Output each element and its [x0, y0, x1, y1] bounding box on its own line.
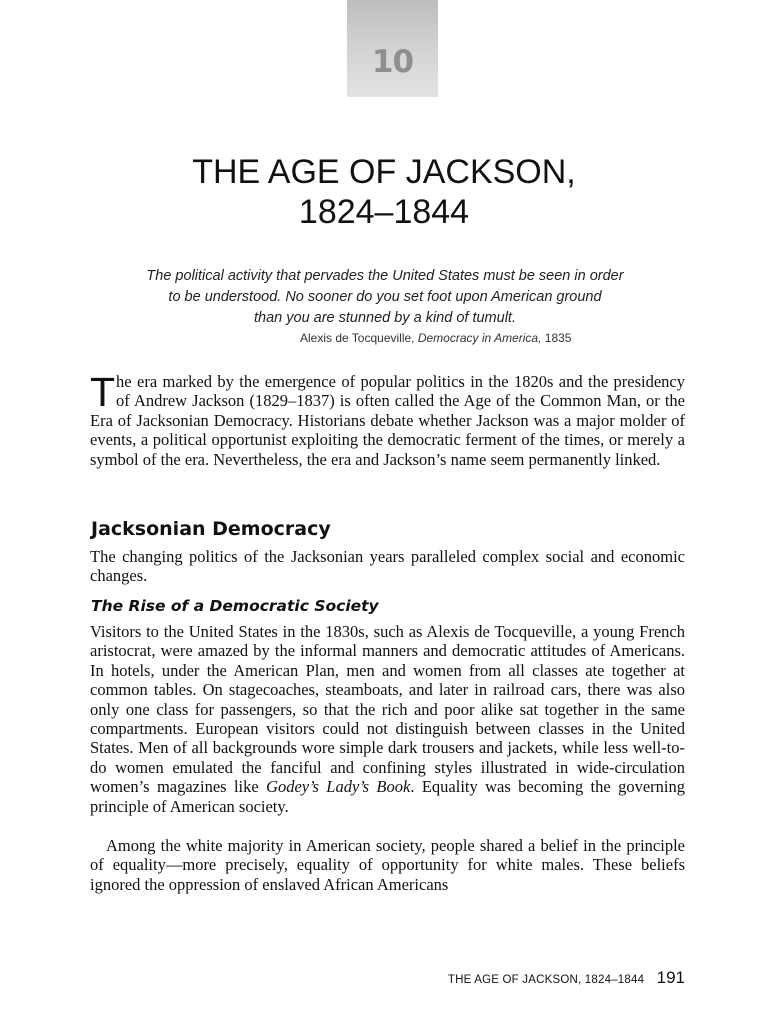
chapter-title-line-2: 1824–1844 [298, 193, 470, 231]
body-paragraph-1 [90, 622, 685, 816]
chapter-title [84, 152, 684, 232]
paragraph-text: Visitors to the United States in the 1830s, such as Alexis de Tocqueville, a young French aristocrat, were amazed by the informal manners and democratic attitudes of Americans. In hotels, under the American Plan, men and women from all classes ate together at common tables. On stagecoaches, steamboats, and later in railroad cars, there was also only one class for passengers, so that the rich and poor alike sat together in the same compartments. European visitors could not distinguish between classes in the United States. Men of all backgrounds wore simple dark trousers and jackets, while less well-to-do women emulated the fanciful and confining styles illustrated in wide-circulation women’s magazines like [90, 622, 685, 797]
intro-text: he era marked by the emergence of popular politics in the 1820s and the presidency of Andrew Jackson (1829–1837) is often called the Age of the Common Man, or the Era of Jacksonian Democracy. Historians debate whether Jackson was a major molder of events, a political opportunist exploiting the democratic ferment of the times, or merely a symbol of the era. Nevertheless, the era and Jackson’s name seem permanently linked. [90, 372, 685, 469]
epigraph-attribution [300, 331, 571, 345]
page-footer [448, 968, 685, 988]
epigraph-quote [100, 266, 670, 329]
epigraph-work: Democracy in America, [417, 331, 542, 345]
epigraph-author: Alexis de Tocqueville, [300, 331, 418, 345]
subsection-heading: The Rise of a Democratic Society [91, 597, 379, 615]
running-title: THE AGE OF JACKSON, 1824–1844 [447, 974, 645, 986]
drop-cap: T [90, 369, 116, 415]
body-paragraph-2: Among the white majority in American society, people shared a belief in the principle of equality—more precisely, equality of opportunity for white males. These beliefs ignored the oppression of enslaved African Americans [90, 836, 685, 894]
page-number: 191 [656, 968, 685, 987]
chapter-number: 10 [371, 44, 414, 80]
paragraph-text-end: . Equality was becoming the governing principle of American society. [90, 777, 685, 816]
epigraph-year: 1835 [541, 331, 572, 345]
section-heading: Jacksonian Democracy [91, 518, 331, 540]
chapter-number-tab [347, 0, 438, 97]
section-paragraph: The changing politics of the Jacksonian years paralleled complex social and economic changes. [90, 547, 685, 586]
chapter-title-line-1: THE AGE OF JACKSON, [192, 153, 576, 191]
epigraph-line-2: to be understood. No sooner do you set foot upon American ground [168, 289, 602, 305]
magazine-title: Godey’s Lady’s Book [266, 777, 411, 797]
intro-paragraph [90, 369, 685, 469]
epigraph-line-3: than you are stunned by a kind of tumult. [254, 310, 516, 326]
epigraph-line-1: The political activity that pervades the United States must be seen in order [146, 268, 624, 284]
